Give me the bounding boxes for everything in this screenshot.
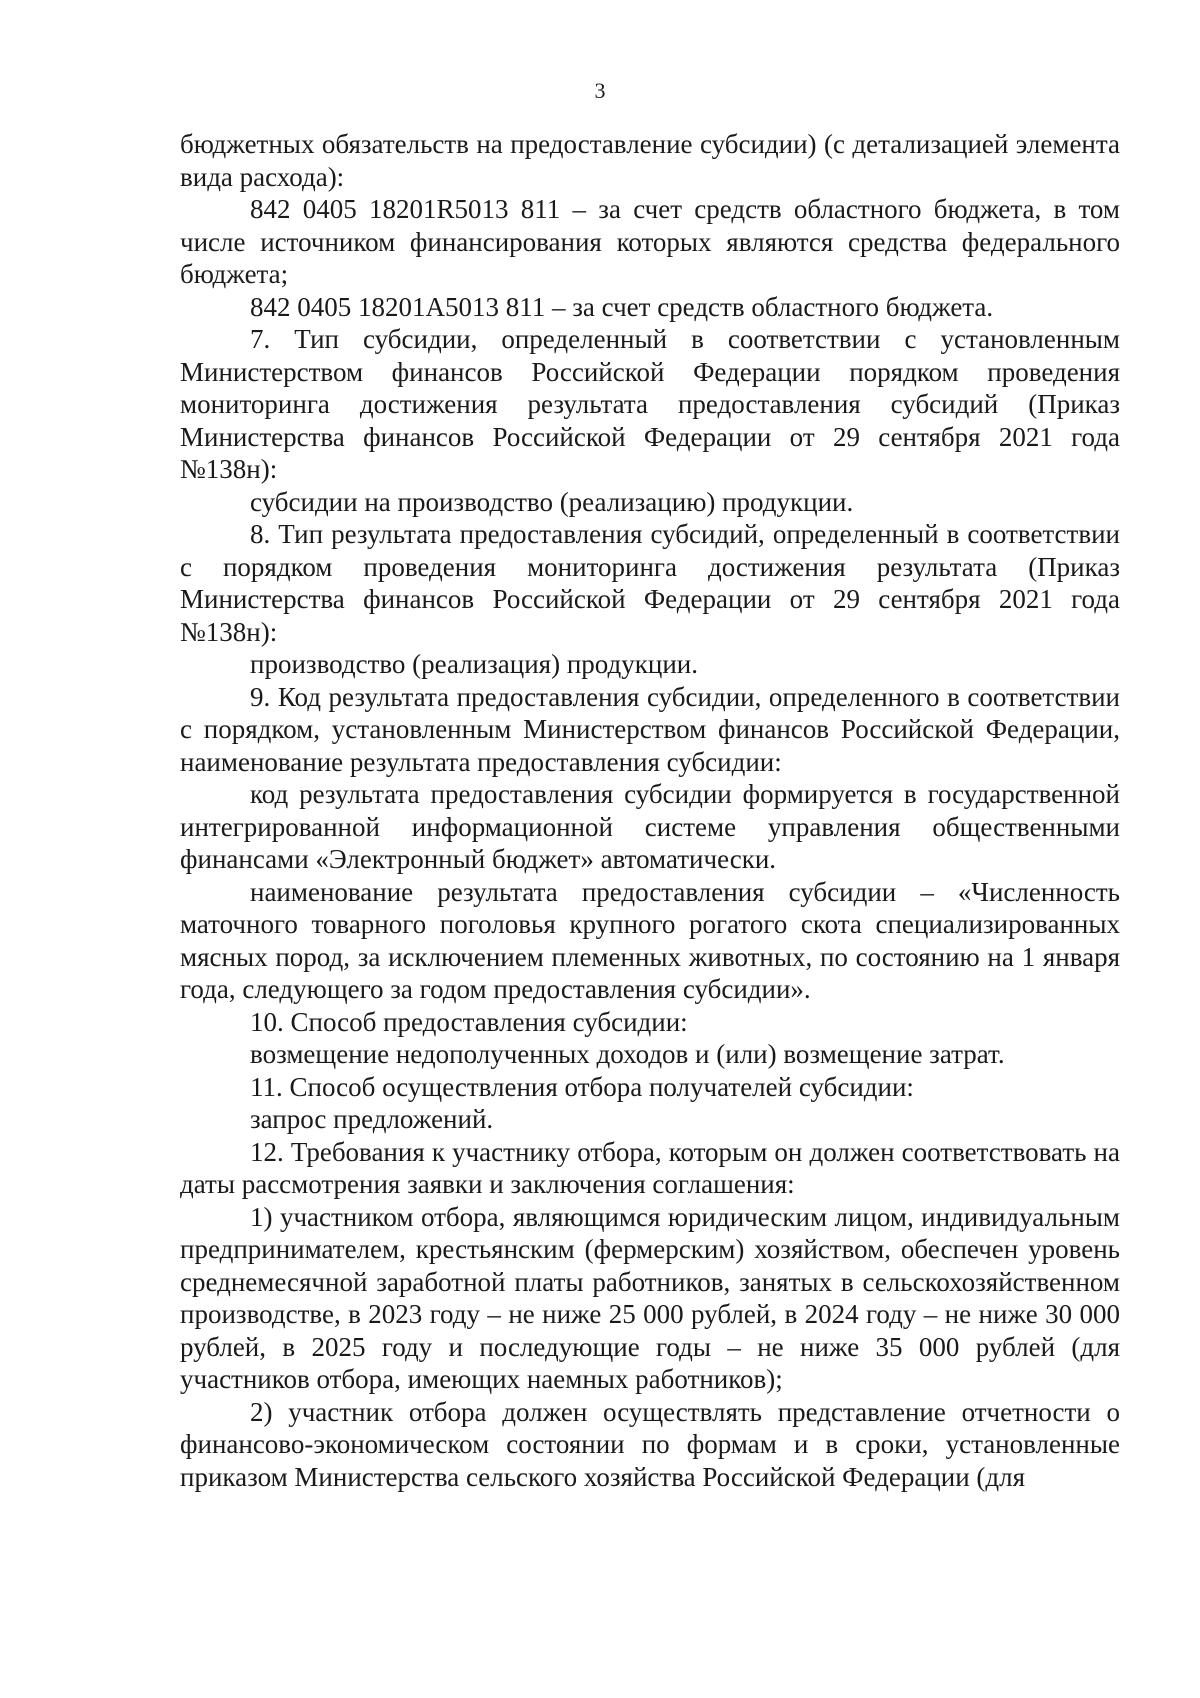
paragraph: производство (реализация) продукции. <box>250 649 698 679</box>
paragraph: субсидии на производство (реализацию) продукции. <box>250 486 854 517</box>
page-number: 3 <box>594 78 606 103</box>
paragraph: запрос предложений. <box>250 1104 494 1134</box>
paragraph: 842 0405 18201R5013 811 – за счет средств областного бюджета, в том числе источником финансирования которых являются средства федерального бюджета; <box>180 194 1120 289</box>
paragraph: 10. Способ предоставления субсидии: <box>250 1006 688 1037</box>
paragraph: 8. Тип результата предоставления субсидий, определенный в соответствии с порядком проведения мониторинга достижения результата (Приказ Министерства финансов Российской Федерации от 29 сентября 2021 года №138н): <box>180 519 1120 647</box>
paragraph: 1) участником отбора, являющимся юридическим лицом, индивидуальным предпринимателем, крестьянским (фермерским) хозяйством, обеспечен уровень среднемесячной заработной платы работников, занятых в сельскохозяйственном производстве, в 2023 году – не ниже 25 000 рублей, в 2024 году – не ниже 30 000 рублей, в 2025 году и последующие годы – не ниже 35 000 рублей (для участников отбора, имеющих наемных работников); <box>180 1201 1120 1394</box>
paragraph: 7. Тип субсидии, определенный в соответствии с установленным Министерством финансов Российской Федерации порядком проведения мониторинга достижения результата предоставления субсидий (Приказ Министерства финансов Российской Федерации от 29 сентября 2021 года №138н): <box>180 324 1120 484</box>
paragraph: код результата предоставления субсидии формируется в государственной интегрированной информационной системе управления общественными финансами «Электронный бюджет» автоматически. <box>180 779 1120 874</box>
paragraph: 12. Требования к участнику отбора, которым он должен соответствовать на даты рассмотрения заявки и заключения соглашения: <box>180 1136 1120 1199</box>
paragraph: 2) участник отбора должен осуществлять представление отчетности о финансово-экономическом состоянии по формам и в сроки, установленные приказом Министерства сельского хозяйства Российской Федерации (для <box>180 1396 1120 1492</box>
paragraph: 9. Код результата предоставления субсидии, определенного в соответствии с порядком, установленным Министерством финансов Российской Федерации, наименование результата предоставления субсидии: <box>180 681 1120 777</box>
paragraph: бюджетных обязательств на предоставление субсидии) (с детализацией элемента вида расхода): <box>180 129 1120 192</box>
paragraph: 842 0405 18201A5013 811 – за счет средств областного бюджета. <box>250 291 994 322</box>
paragraph: возмещение недополученных доходов и (или) возмещение затрат. <box>250 1039 1005 1069</box>
paragraph: 11. Способ осуществления отбора получателей субсидии: <box>250 1071 914 1102</box>
document-body <box>180 128 1120 1493</box>
paragraph: наименование результата предоставления субсидии – «Численность маточного товарного поголовья крупного рогатого скота специализированных мясных пород, за исключением племенных животных, по состоянию на 1 января года, следующего за годом предоставления субсидии». <box>180 876 1120 1004</box>
